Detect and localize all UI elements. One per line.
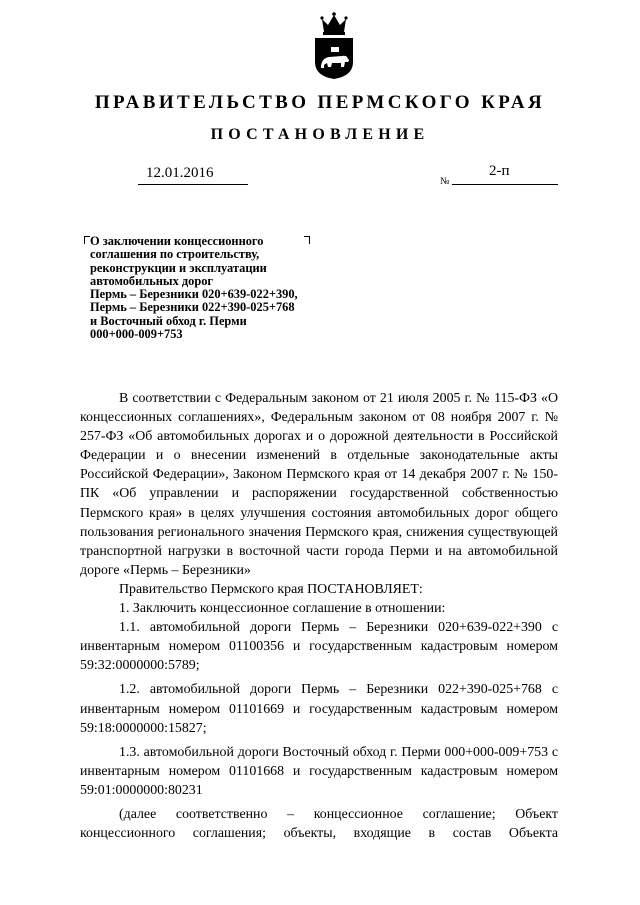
subject-line: Пермь – Березники 020+639-022+390, bbox=[90, 287, 298, 302]
document-type: ПОСТАНОВЛЕНИЕ bbox=[210, 126, 430, 143]
organization-title: ПРАВИТЕЛЬСТВО ПЕРМСКОГО КРАЯ bbox=[94, 92, 546, 113]
number-underline bbox=[452, 184, 558, 185]
preamble-paragraph: В соответствии с Федеральным законом от 21 июля 2005 г. № 115-ФЗ «О концессионных соглашениях», Федеральным законом от 08 ноября 2007 г. № 257-ФЗ «Об автомобильных дорогах и о дорожной деятельности в Российской Федерации и о внесении изменений в отдельные законодательные акты Российской Федерации», Законом Пермского края от 14 декабря 2007 г. № 150-ПК «Об управлении и распоряжении государственной собственностью Пермского края» в целях улучшения состояния автомобильных дорог общего пользования регионального значения Пермского края, снижения существующей транспортной нагрузки в восточной части города Перми и на автомобильной дороге «Пермь – Березники» bbox=[80, 391, 558, 578]
subject-line: Пермь – Березники 022+390-025+768 bbox=[90, 300, 295, 315]
subject-line: О заключении концессионного bbox=[90, 234, 264, 248]
document-body bbox=[80, 389, 558, 843]
item-1-3-paragraph: 1.3. автомобильной дороги Восточный обход г. Перми 000+000-009+753 с инвентарным номером 01101668 и государственным кадастровым номером 59:01:0000000:80231 bbox=[80, 744, 558, 798]
continuation-paragraph: (далее соответственно – концессионное соглашение; Объект концессионного соглашения; объекты, входящие в состав Объекта bbox=[80, 806, 558, 842]
subject-line: соглашения по строительству, bbox=[90, 247, 260, 262]
document-date: 12.01.2016 bbox=[146, 165, 214, 181]
date-underline bbox=[138, 184, 248, 185]
item-1-1-paragraph: 1.1. автомобильной дороги Пермь – Березники 020+639-022+390 с инвентарным номером 01100356 и государственным кадастровым номером 59:32:0000000:5789; bbox=[80, 620, 558, 674]
subject-line: автомобильных дорог bbox=[90, 273, 214, 288]
document-number: 2-п bbox=[489, 163, 510, 179]
subject-line: 000+000-009+753 bbox=[90, 327, 183, 342]
resolution-paragraph: Правительство Пермского края ПОСТАНОВЛЯЕТ: bbox=[119, 581, 423, 597]
subject-line: и Восточный обход г. Перми bbox=[90, 313, 247, 328]
number-sign: № bbox=[440, 176, 450, 187]
subject-line: реконструкции и эксплуатации bbox=[90, 260, 267, 275]
item-1-2-paragraph: 1.2. автомобильной дороги Пермь – Березники 022+390-025+768 с инвентарным номером 01101669 и государственным кадастровым номером 59:18:0000000:15827; bbox=[80, 682, 558, 736]
perm-krai-coat-of-arms-icon bbox=[312, 10, 356, 80]
item-1-paragraph: 1. Заключить концессионное соглашение в отношении: bbox=[119, 601, 446, 617]
document-subject bbox=[90, 235, 380, 341]
